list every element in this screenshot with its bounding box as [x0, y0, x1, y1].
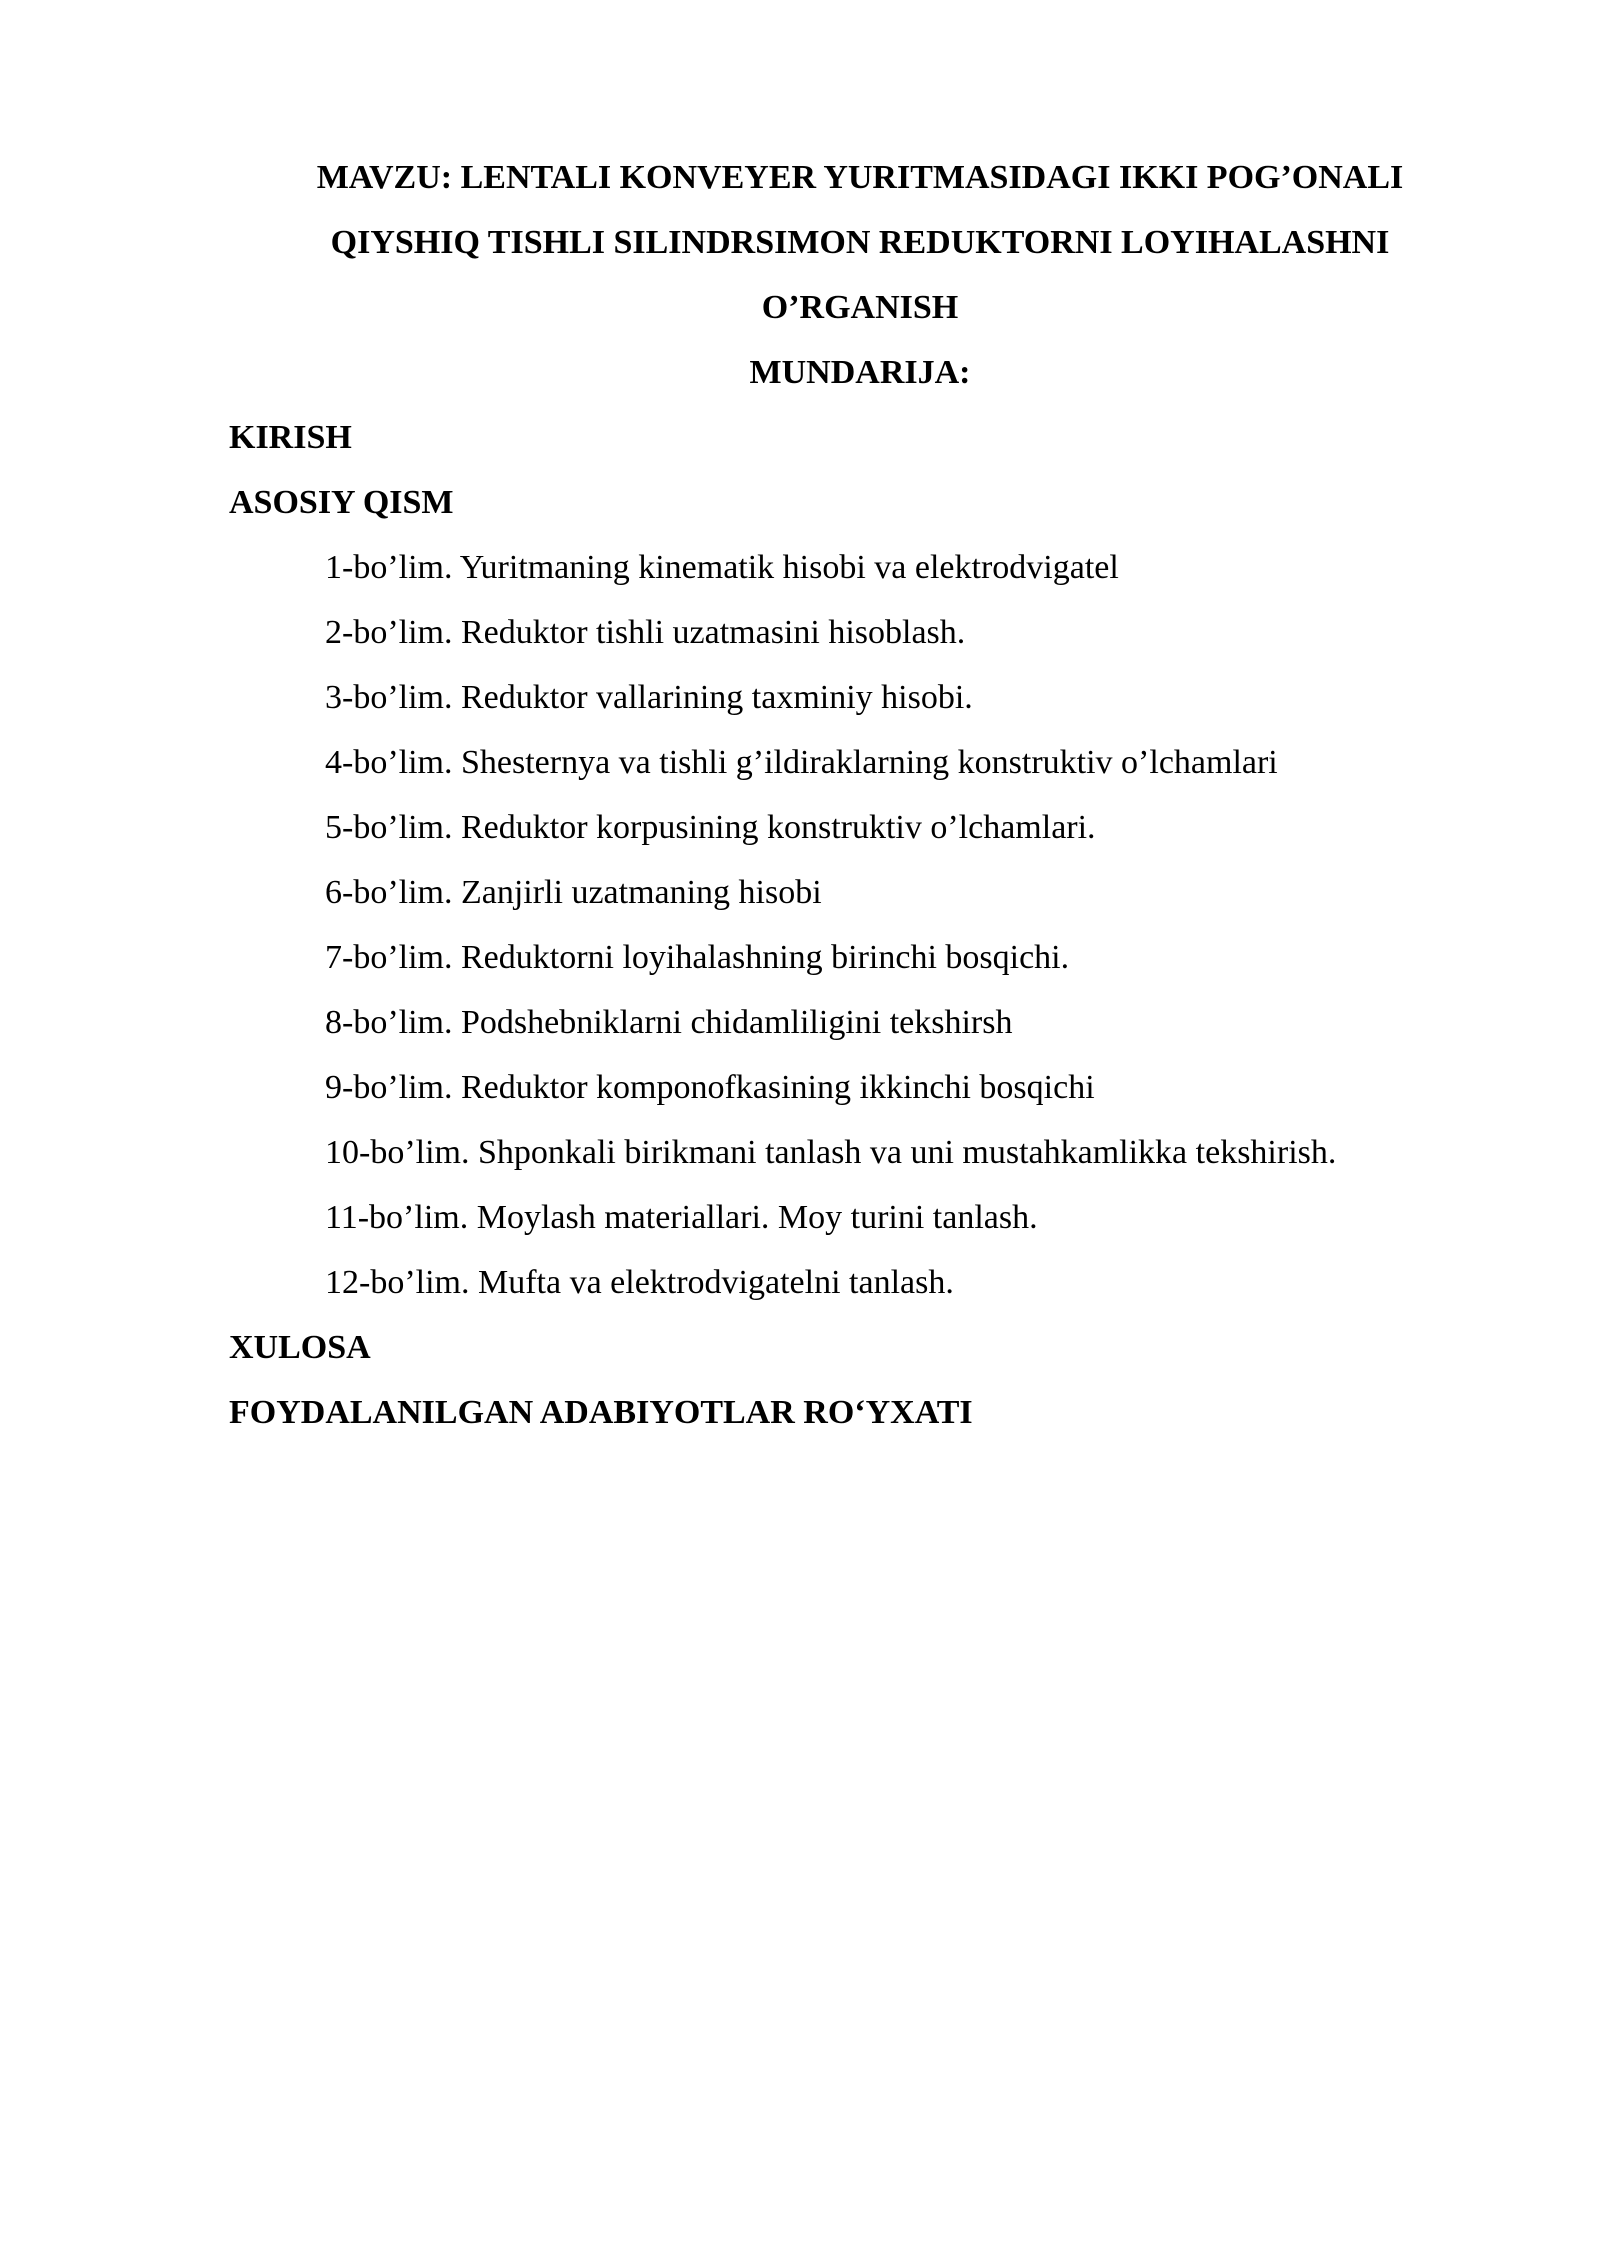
- toc-main-part: ASOSIY QISM: [229, 484, 454, 521]
- toc-section-12: 12-bo’lim. Mufta va elektrodvigatelni tanlash.: [325, 1264, 954, 1301]
- toc-section-8: 8-bo’lim. Podshebniklarni chidamliligini tekshirsh: [325, 1004, 1013, 1041]
- toc-section-6: 6-bo’lim. Zanjirli uzatmaning hisobi: [325, 874, 822, 911]
- toc-section-2: 2-bo’lim. Reduktor tishli uzatmasini hisoblash.: [325, 614, 966, 651]
- toc-section-9: 9-bo’lim. Reduktor komponofkasining ikkinchi bosqichi: [325, 1069, 1095, 1106]
- title-line-2: QIYSHIQ TISHLI SILINDRSIMON REDUKTORNI LOYIHALASHNI: [330, 224, 1390, 261]
- table-of-contents: [229, 405, 1529, 1445]
- title-line-1: MAVZU: LENTALI KONVEYER YURITMASIDAGI IKKI POG’ONALI: [316, 159, 1404, 196]
- toc-section-11: 11-bo’lim. Moylash materiallari. Moy turini tanlash.: [325, 1199, 1038, 1236]
- toc-section-5: 5-bo’lim. Reduktor korpusining konstruktiv o’lchamlari.: [325, 809, 1096, 846]
- contents-heading: MUNDARIJA:: [749, 354, 971, 391]
- toc-conclusion: XULOSA: [229, 1329, 371, 1366]
- toc-intro: KIRISH: [229, 419, 352, 456]
- toc-references: FOYDALANILGAN ADABIYOTLAR RO‘YXATI: [229, 1394, 973, 1431]
- toc-section-10: 10-bo’lim. Shponkali birikmani tanlash va uni mustahkamlikka tekshirish.: [325, 1134, 1337, 1171]
- toc-section-3: 3-bo’lim. Reduktor vallarining taxminiy hisobi.: [325, 679, 973, 716]
- toc-section-7: 7-bo’lim. Reduktorni loyihalashning birinchi bosqichi.: [325, 939, 1070, 976]
- document-title: [229, 145, 1491, 405]
- title-line-3: O’RGANISH: [761, 289, 959, 326]
- toc-section-4: 4-bo’lim. Shesternya va tishli g’ildiraklarning konstruktiv o’lchamlari: [325, 744, 1278, 781]
- toc-section-1: 1-bo’lim. Yuritmaning kinematik hisobi va elektrodvigatel: [325, 549, 1119, 586]
